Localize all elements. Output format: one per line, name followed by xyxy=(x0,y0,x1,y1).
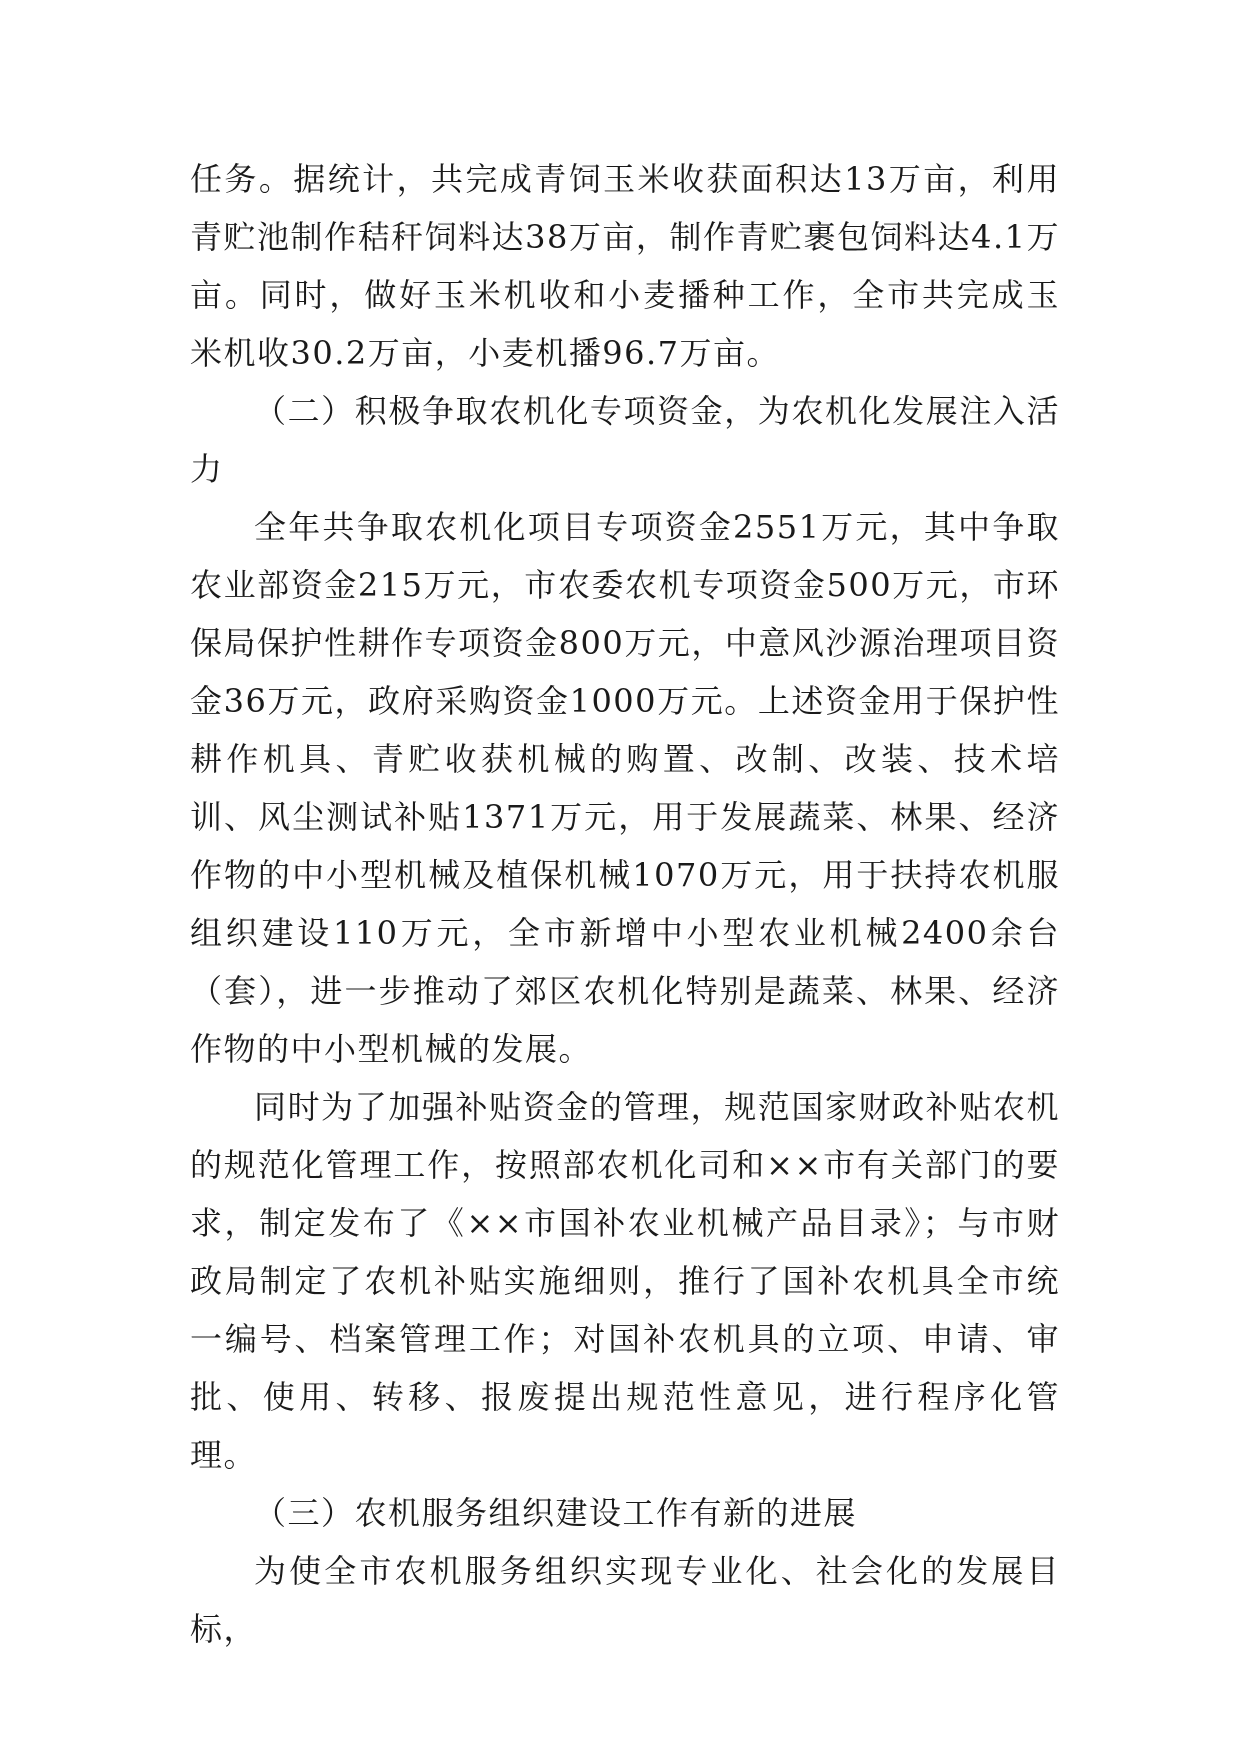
section-heading-two: （二）积极争取农机化专项资金，为农机化发展注入活力 xyxy=(190,392,1060,488)
section-heading-three: （三）农机服务组织建设工作有新的进展 xyxy=(254,1494,858,1532)
paragraph-continued: 任务。据统计，共完成青饲玉米收获面积达13万亩，利用青贮池制作秸秆饲料达38万亩，制作青贮裹包饲料达4.1万亩。同时，做好玉米机收和小麦播种工作，全市共完成玉米机收30.2万亩，小麦机播96.7万亩。 xyxy=(190,160,1060,372)
document-body xyxy=(190,150,1060,1658)
paragraph-management: 同时为了加强补贴资金的管理，规范国家财政补贴农机的规范化管理工作，按照部农机化司和××市有关部门的要求，制定发布了《××市国补农业机械产品目录》；与市财政局制定了农机补贴实施细则，推行了国补农机具全市统一编号、档案管理工作；对国补农机具的立项、申请、审批、使用、转移、报废提出规范性意见，进行程序化管理。 xyxy=(190,1088,1060,1474)
paragraph-funding: 全年共争取农机化项目专项资金2551万元，其中争取农业部资金215万元，市农委农机专项资金500万元，市环保局保护性耕作专项资金800万元，中意风沙源治理项目资金36万元，政府采购资金1000万元。上述资金用于保护性耕作机具、青贮收获机械的购置、改制、改装、技术培训、风尘测试补贴1371万元，用于发展蔬菜、林果、经济作物的中小型机械及植保机械1070万元，用于扶持农机服组织建设110万元，全市新增中小型农业机械2400余台（套），进一步推动了郊区农机化特别是蔬菜、林果、经济作物的中小型机械的发展。 xyxy=(190,508,1060,1068)
paragraph-service-organizations: 为使全市农机服务组织实现专业化、社会化的发展目标， xyxy=(190,1552,1060,1648)
